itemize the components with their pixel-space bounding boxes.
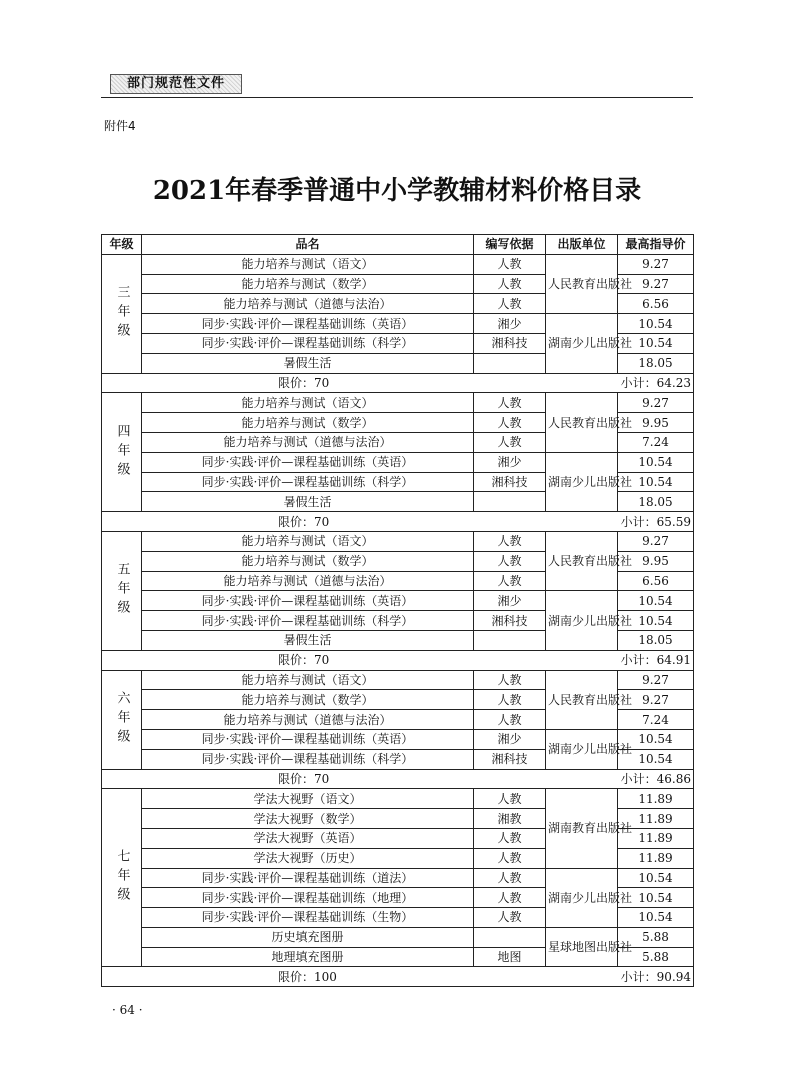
table-row xyxy=(102,927,694,947)
basis-cell: 人教 xyxy=(474,413,546,433)
item-name-cell: 能力培养与测试（数学） xyxy=(142,690,474,710)
basis-cell: 湘少 xyxy=(474,314,546,334)
publisher-cell: 湖南少儿出版社 xyxy=(546,591,618,650)
table-row xyxy=(102,452,694,472)
table-row xyxy=(102,789,694,809)
item-name-cell: 暑假生活 xyxy=(142,353,474,373)
item-name-cell: 能力培养与测试（道德与法治） xyxy=(142,710,474,730)
basis-cell xyxy=(474,927,546,947)
item-name-cell: 同步·实践·评价—课程基础训练（英语） xyxy=(142,729,474,749)
basis-cell: 人教 xyxy=(474,868,546,888)
item-name-cell: 能力培养与测试（语文） xyxy=(142,531,474,551)
publisher-cell: 湖南少儿出版社 xyxy=(546,729,618,769)
price-cell: 10.54 xyxy=(618,452,694,472)
basis-cell: 人教 xyxy=(474,828,546,848)
basis-cell: 人教 xyxy=(474,848,546,868)
summary-row xyxy=(102,650,694,670)
page-title: 2021年春季普通中小学教辅材料价格目录 xyxy=(152,176,642,206)
item-name-cell: 历史填充图册 xyxy=(142,927,474,947)
basis-cell: 湘科技 xyxy=(474,472,546,492)
price-cell: 9.27 xyxy=(618,254,694,274)
price-cell: 9.95 xyxy=(618,551,694,571)
price-cell: 9.27 xyxy=(618,690,694,710)
basis-cell: 人教 xyxy=(474,888,546,908)
item-name-cell: 同步·实践·评价—课程基础训练（道法） xyxy=(142,868,474,888)
basis-cell: 湘教 xyxy=(474,809,546,829)
basis-cell: 地图 xyxy=(474,947,546,967)
price-cell: 10.54 xyxy=(618,868,694,888)
item-name-cell: 学法大视野（语文） xyxy=(142,789,474,809)
basis-cell xyxy=(474,353,546,373)
item-name-cell: 能力培养与测试（道德与法治） xyxy=(142,571,474,591)
publisher-cell: 湖南少儿出版社 xyxy=(546,314,618,373)
attachment-label: 附件4 xyxy=(104,119,136,133)
price-cell: 10.54 xyxy=(618,314,694,334)
price-cell: 11.89 xyxy=(618,789,694,809)
price-cell: 10.54 xyxy=(618,333,694,353)
publisher-cell: 湖南少儿出版社 xyxy=(546,868,618,927)
page-number: · 64 · xyxy=(112,1003,143,1017)
table-row xyxy=(102,531,694,551)
item-name-cell: 能力培养与测试（道德与法治） xyxy=(142,432,474,452)
price-cell: 9.95 xyxy=(618,413,694,433)
grade-cell: 七年级 xyxy=(102,789,142,967)
table-row xyxy=(102,591,694,611)
grade-cell: 四年级 xyxy=(102,393,142,512)
item-name-cell: 能力培养与测试（语文） xyxy=(142,393,474,413)
price-cell: 9.27 xyxy=(618,670,694,690)
summary-row xyxy=(102,967,694,987)
item-name-cell: 暑假生活 xyxy=(142,630,474,650)
item-name-cell: 同步·实践·评价—课程基础训练（科学） xyxy=(142,749,474,769)
item-name-cell: 学法大视野（历史） xyxy=(142,848,474,868)
header-price: 最高指导价 xyxy=(618,235,694,255)
price-cell: 10.54 xyxy=(618,611,694,631)
price-cell: 10.54 xyxy=(618,472,694,492)
basis-cell: 湘少 xyxy=(474,729,546,749)
publisher-cell: 人民教育出版社 xyxy=(546,393,618,452)
basis-cell: 人教 xyxy=(474,254,546,274)
item-name-cell: 能力培养与测试（语文） xyxy=(142,254,474,274)
price-table xyxy=(101,234,694,987)
price-cell: 9.27 xyxy=(618,393,694,413)
limit-cell: 限价：70 xyxy=(102,512,546,532)
basis-cell: 人教 xyxy=(474,670,546,690)
summary-row xyxy=(102,769,694,789)
price-cell: 7.24 xyxy=(618,710,694,730)
table-header-row xyxy=(102,235,694,255)
publisher-cell: 湖南少儿出版社 xyxy=(546,452,618,511)
item-name-cell: 地理填充图册 xyxy=(142,947,474,967)
basis-cell: 人教 xyxy=(474,274,546,294)
item-name-cell: 同步·实践·评价—课程基础训练（英语） xyxy=(142,314,474,334)
item-name-cell: 同步·实践·评价—课程基础训练（地理） xyxy=(142,888,474,908)
basis-cell xyxy=(474,630,546,650)
table-row xyxy=(102,393,694,413)
summary-row xyxy=(102,373,694,393)
limit-cell: 限价：70 xyxy=(102,650,546,670)
header-divider xyxy=(101,97,693,98)
price-cell: 9.27 xyxy=(618,531,694,551)
price-cell: 10.54 xyxy=(618,888,694,908)
item-name-cell: 学法大视野（数学） xyxy=(142,809,474,829)
price-cell: 11.89 xyxy=(618,809,694,829)
basis-cell: 湘科技 xyxy=(474,611,546,631)
price-cell: 10.54 xyxy=(618,908,694,928)
price-cell: 5.88 xyxy=(618,947,694,967)
section-tag: 部门规范性文件 xyxy=(110,74,242,94)
grade-cell: 六年级 xyxy=(102,670,142,769)
basis-cell: 人教 xyxy=(474,294,546,314)
subtotal-cell: 小计：90.94 xyxy=(546,967,694,987)
basis-cell: 湘科技 xyxy=(474,749,546,769)
summary-row xyxy=(102,512,694,532)
price-cell: 18.05 xyxy=(618,630,694,650)
basis-cell: 人教 xyxy=(474,393,546,413)
basis-cell: 湘少 xyxy=(474,591,546,611)
grade-cell: 五年级 xyxy=(102,531,142,650)
basis-cell: 人教 xyxy=(474,908,546,928)
price-cell: 7.24 xyxy=(618,432,694,452)
grade-cell: 三年级 xyxy=(102,254,142,373)
item-name-cell: 同步·实践·评价—课程基础训练（科学） xyxy=(142,472,474,492)
limit-cell: 限价：70 xyxy=(102,769,546,789)
subtotal-cell: 小计：64.23 xyxy=(546,373,694,393)
header-grade: 年级 xyxy=(102,235,142,255)
item-name-cell: 同步·实践·评价—课程基础训练（科学） xyxy=(142,611,474,631)
header-basis: 编写依据 xyxy=(474,235,546,255)
price-cell: 18.05 xyxy=(618,353,694,373)
table-row xyxy=(102,314,694,334)
price-cell: 5.88 xyxy=(618,927,694,947)
price-cell: 9.27 xyxy=(618,274,694,294)
basis-cell: 湘少 xyxy=(474,452,546,472)
header-name: 品名 xyxy=(142,235,474,255)
price-cell: 10.54 xyxy=(618,749,694,769)
header-publisher: 出版单位 xyxy=(546,235,618,255)
publisher-cell: 人民教育出版社 xyxy=(546,254,618,313)
table-row xyxy=(102,868,694,888)
basis-cell: 人教 xyxy=(474,710,546,730)
publisher-cell: 人民教育出版社 xyxy=(546,670,618,729)
limit-cell: 限价：70 xyxy=(102,373,546,393)
item-name-cell: 学法大视野（英语） xyxy=(142,828,474,848)
table-row xyxy=(102,670,694,690)
basis-cell: 人教 xyxy=(474,690,546,710)
subtotal-cell: 小计：64.91 xyxy=(546,650,694,670)
basis-cell: 人教 xyxy=(474,432,546,452)
basis-cell: 人教 xyxy=(474,551,546,571)
limit-cell: 限价：100 xyxy=(102,967,546,987)
item-name-cell: 能力培养与测试（数学） xyxy=(142,274,474,294)
table-row xyxy=(102,729,694,749)
price-cell: 18.05 xyxy=(618,492,694,512)
price-cell: 6.56 xyxy=(618,571,694,591)
price-cell: 11.89 xyxy=(618,848,694,868)
price-cell: 6.56 xyxy=(618,294,694,314)
publisher-cell: 人民教育出版社 xyxy=(546,531,618,590)
price-cell: 11.89 xyxy=(618,828,694,848)
basis-cell xyxy=(474,492,546,512)
item-name-cell: 同步·实践·评价—课程基础训练（英语） xyxy=(142,452,474,472)
table-row xyxy=(102,254,694,274)
table-body xyxy=(102,254,694,986)
item-name-cell: 同步·实践·评价—课程基础训练（英语） xyxy=(142,591,474,611)
price-cell: 10.54 xyxy=(618,591,694,611)
publisher-cell: 湖南教育出版社 xyxy=(546,789,618,868)
subtotal-cell: 小计：65.59 xyxy=(546,512,694,532)
item-name-cell: 同步·实践·评价—课程基础训练（科学） xyxy=(142,333,474,353)
item-name-cell: 能力培养与测试（语文） xyxy=(142,670,474,690)
item-name-cell: 能力培养与测试（数学） xyxy=(142,551,474,571)
publisher-cell: 星球地图出版社 xyxy=(546,927,618,967)
item-name-cell: 同步·实践·评价—课程基础训练（生物） xyxy=(142,908,474,928)
basis-cell: 人教 xyxy=(474,571,546,591)
price-cell: 10.54 xyxy=(618,729,694,749)
subtotal-cell: 小计：46.86 xyxy=(546,769,694,789)
basis-cell: 人教 xyxy=(474,789,546,809)
item-name-cell: 暑假生活 xyxy=(142,492,474,512)
basis-cell: 人教 xyxy=(474,531,546,551)
item-name-cell: 能力培养与测试（道德与法治） xyxy=(142,294,474,314)
basis-cell: 湘科技 xyxy=(474,333,546,353)
item-name-cell: 能力培养与测试（数学） xyxy=(142,413,474,433)
